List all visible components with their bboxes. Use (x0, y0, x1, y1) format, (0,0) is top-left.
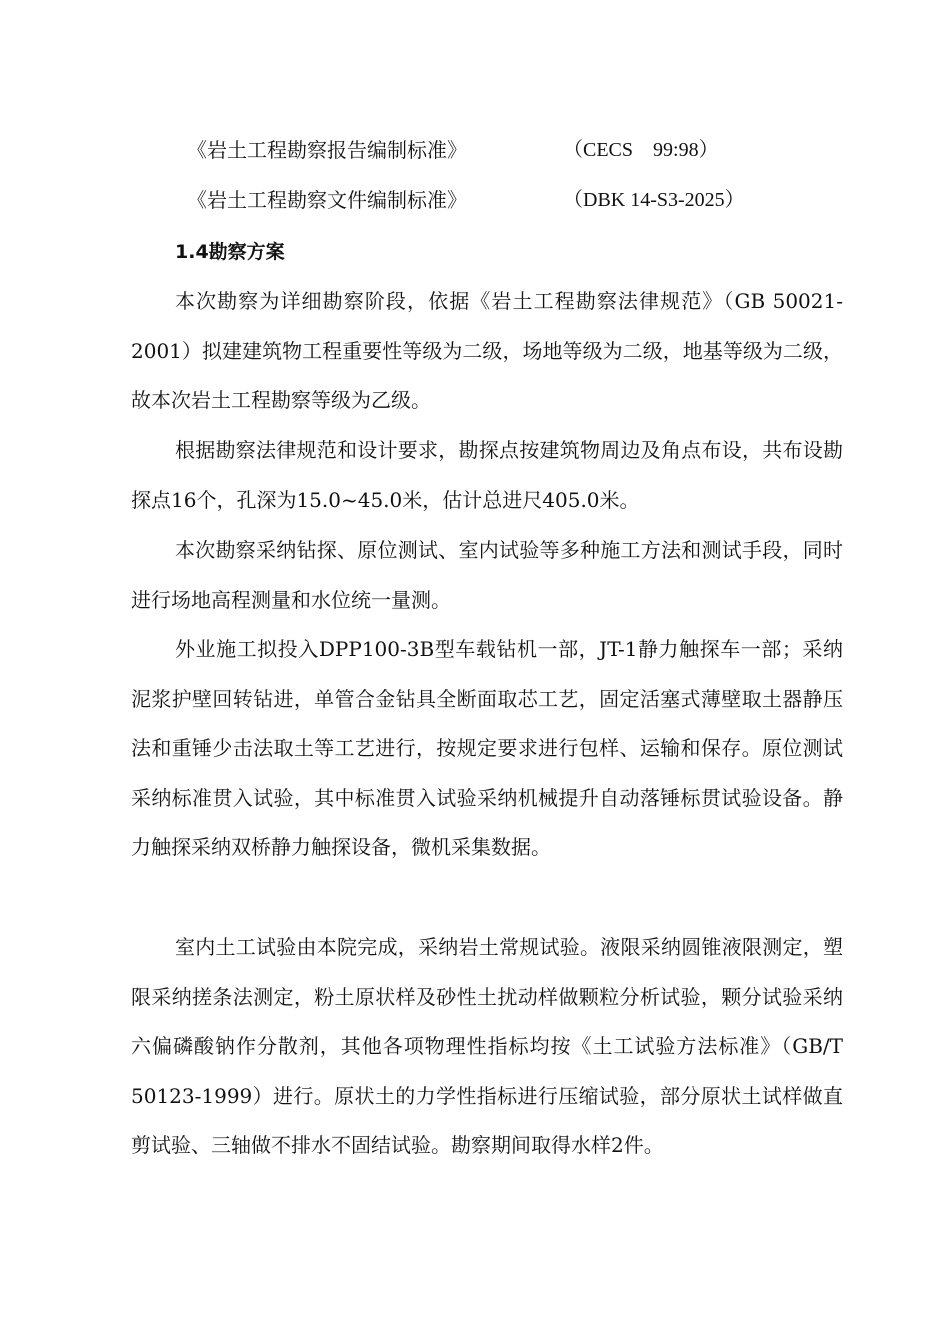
standard-title: 《岩土工程勘察文件编制标准》 (187, 188, 467, 212)
standard-line-1 (0, 132, 950, 168)
standard-title: 《岩土工程勘察报告编制标准》 (187, 138, 467, 162)
paragraph-methods: 本次勘察采纳钻探、原位测试、室内试验等多种施工方法和测试手段，同时进行场地高程测量和水位统一量测。 (131, 538, 843, 612)
paragraph-boreholes: 根据勘察法律规范和设计要求，勘探点按建筑物周边及角点布设，共布设勘探点16个，孔深为15.0~45.0米，估计总进尺405.0米。 (131, 438, 843, 512)
standard-code: （CECS 99:98） (563, 139, 719, 161)
paragraph-lab-tests: 室内土工试验由本院完成，采纳岩土常规试验。液限采纳圆锥液限测定，塑限采纳搓条法测定，粉土原状样及砂性土扰动样做颗粒分析试验，颗分试验采纳六偏磷酸钠作分散剂，其他各项物理性指标均按《土工试验方法标准》（GB/T 50123-1999）进行。原状土的力学性指标进行压缩试验，部分原状土试样做直剪试验、三轴做不排水不固结试验。勘察期间取得水样2件。 (131, 935, 843, 1157)
paragraph-field-work: 外业施工拟投入DPP100-3B型车载钻机一部，JT-1静力触探车一部；采纳泥浆护壁回转钻进，单管合金钻具全断面取芯工艺，固定活塞式薄壁取土器静压法和重锤少击法取土等工艺进行，按规定要求进行包样、运输和保存。原位测试采纳标准贯入试验，其中标准贯入试验采纳机械提升自动落锤标贯试验设备。静力触探采纳双桥静力触探设备，微机采集数据。 (131, 637, 843, 859)
section-heading: 1.4勘察方案 (175, 241, 285, 263)
standard-line-2 (0, 182, 950, 218)
standard-code: （DBK 14-S3-2025） (563, 189, 745, 211)
paragraph-grade: 本次勘察为详细勘察阶段，依据《岩土工程勘察法律规范》（GB 50021-2001）拟建建筑物工程重要性等级为二级，场地等级为二级，地基等级为二级，故本次岩土工程勘察等级为乙级。 (131, 289, 843, 412)
